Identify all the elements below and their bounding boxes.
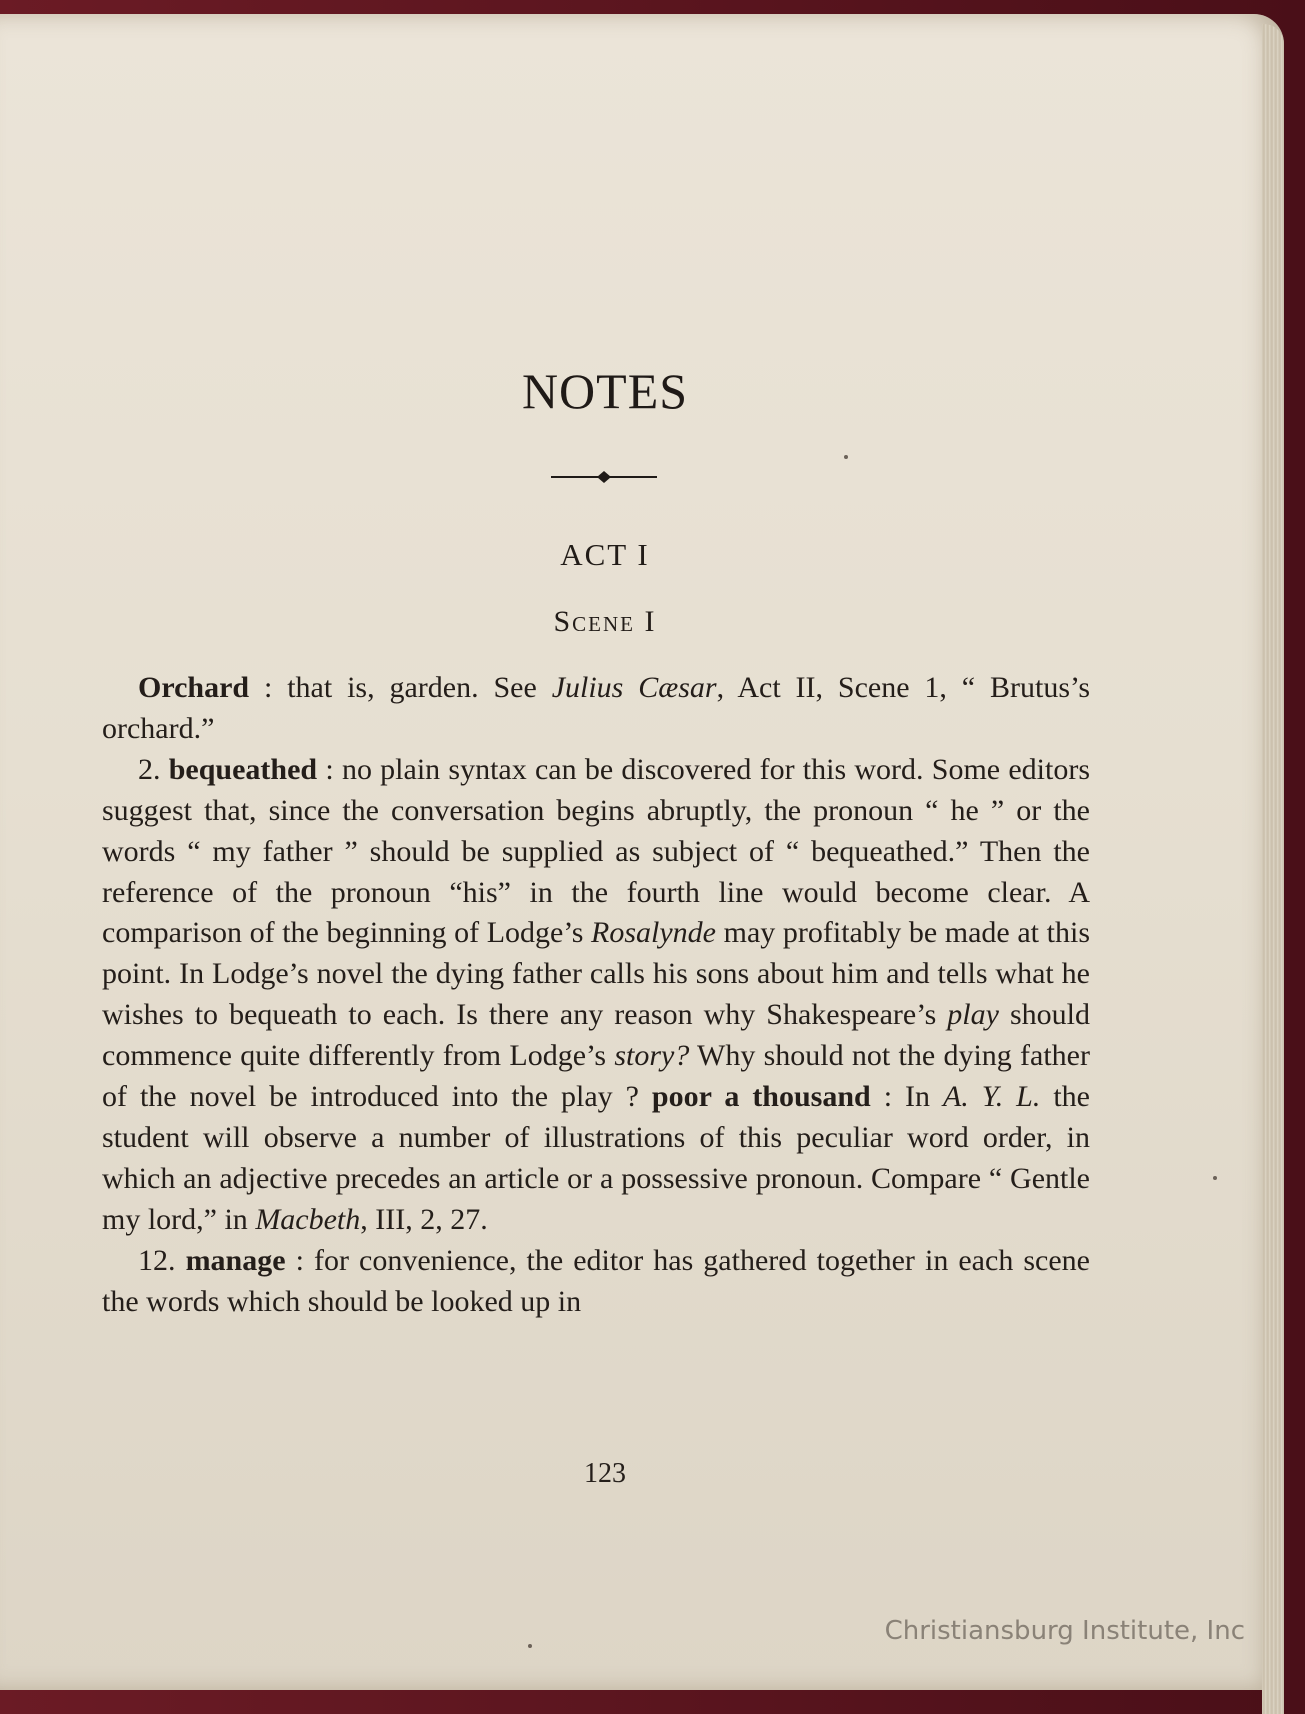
note-separator: : <box>249 671 288 704</box>
note-line-number: 2. <box>138 752 169 786</box>
page-number: 123 <box>584 1458 626 1489</box>
note-text: that is, garden. See <box>287 671 552 704</box>
note-text: should commence quite differently from Lodge’s <box>102 998 1090 1073</box>
note-paragraph <box>102 668 1090 750</box>
note-text: , Act II, Scene 1, “ Brutus’s orchard.” <box>102 671 1091 745</box>
notes-body <box>102 668 1090 1323</box>
note-title-italic: Rosalynde <box>591 916 716 950</box>
note-title-italic: Julius Cæsar <box>551 671 717 704</box>
note-paragraph <box>102 750 1090 1241</box>
note-term: poor a thousand <box>651 1080 871 1114</box>
note-title-italic: A. Y. L. <box>942 1080 1041 1114</box>
note-text: for convenience, the editor has gathered together in each scene the words which should be looked up in <box>102 1243 1090 1318</box>
note-emphasis: play <box>947 998 999 1032</box>
note-term: bequeathed <box>168 752 318 786</box>
note-text: no plain syntax can be discovered for this word. Some editors suggest that, since the conversation begins abruptly, the pronoun “ he ” or the words “ my father ” should be supplied as subject of “ bequeathed.” Then the reference of the pronoun “his” in the fourth line would become clear. A comparison of the beginning of Lodge’s <box>102 752 1091 950</box>
paper-speck <box>1213 1176 1217 1180</box>
note-emphasis: story? <box>614 1039 690 1073</box>
paper-speck <box>528 1644 532 1648</box>
watermark-text: Christiansburg Institute, Inc <box>884 1616 1245 1646</box>
ornament-divider <box>551 470 657 484</box>
note-title-italic: Macbeth <box>255 1202 361 1236</box>
note-separator: : <box>317 752 342 786</box>
act-heading: ACT I <box>560 537 650 572</box>
note-text: the student will observe a number of illustrations of this peculiar word order, in which an adjective precedes an article or a possessive pronoun. Compare “ Gentle my lord,” in <box>102 1080 1090 1236</box>
note-separator: : <box>870 1080 906 1114</box>
note-line-number: 12. <box>138 1243 186 1277</box>
page-title: NOTES <box>521 363 689 419</box>
scene-heading: Scene I <box>553 605 657 638</box>
note-text: Why should not the dying father of the novel be introduced into the play ? <box>102 1039 1090 1114</box>
paper-speck <box>844 455 848 459</box>
note-text: may profitably be made at this point. In Lodge’s novel the dying father calls his sons about him and tells what he wishes to bequeath to each. Is there any reason why Shakespeare’s <box>102 916 1090 1032</box>
note-term: manage <box>185 1243 286 1277</box>
page-edges <box>1262 24 1284 1714</box>
note-text: In <box>905 1080 943 1114</box>
note-text: , III, 2, 27. <box>360 1202 488 1236</box>
note-term: Orchard <box>138 671 250 704</box>
note-paragraph <box>102 1241 1090 1323</box>
note-separator: : <box>285 1243 315 1277</box>
